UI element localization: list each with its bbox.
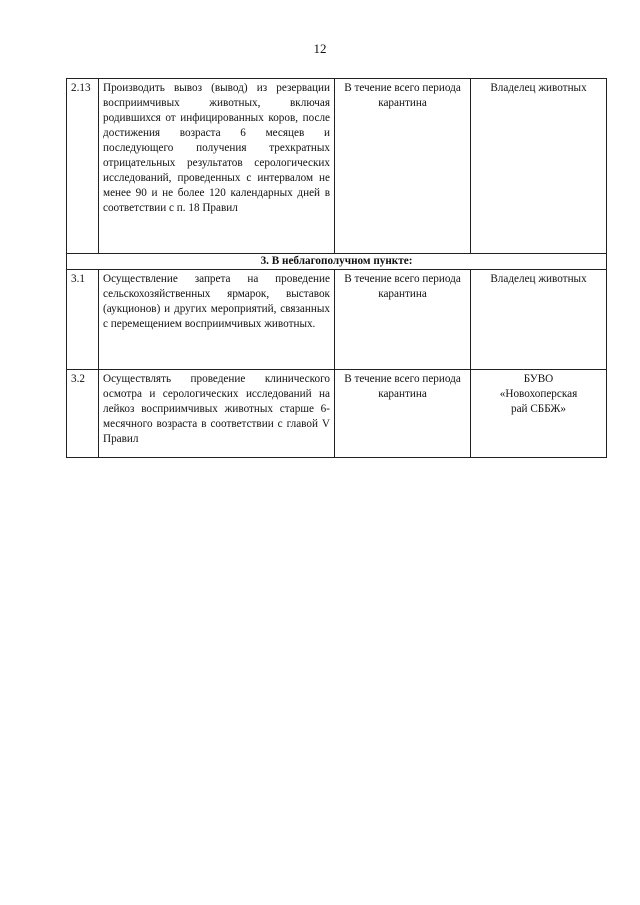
measures-table <box>66 78 607 458</box>
responsible-text: Владелец животных <box>471 79 607 254</box>
table-row <box>67 370 607 458</box>
term-text: В течение всего периода карантина <box>335 79 471 254</box>
section-heading: 3. В неблагополучном пункте: <box>67 254 607 270</box>
term-text: В течение всего периода карантина <box>335 270 471 370</box>
action-text: Производить вывоз (вывод) из резервации восприимчивых животных, включая родившихся от инфицированных коров, после достижения возраста 6 месяцев и последующего получения трехкратных отрицательных результатов серологических исследований, проведенных с интервалом не менее 90 и не более 120 календарных дней в соответствии с п. 18 Правил <box>99 79 335 254</box>
responsible-text <box>471 370 607 458</box>
item-number: 3.2 <box>67 370 99 458</box>
action-text: Осуществлять проведение клинического осмотра и серологических исследований на лейкоз восприимчивых животных старше 6-месячного возраста в соответствии с главой V Правил <box>99 370 335 458</box>
section-heading-row <box>67 254 607 270</box>
responsible-line: рай СББЖ» <box>511 403 566 415</box>
table-row <box>67 79 607 254</box>
item-number: 3.1 <box>67 270 99 370</box>
item-number: 2.13 <box>67 79 99 254</box>
responsible-line: «Новохоперская <box>499 388 578 400</box>
responsible-text: Владелец животных <box>471 270 607 370</box>
responsible-line: БУВО <box>523 373 554 385</box>
table-row <box>67 270 607 370</box>
page-number: 12 <box>313 41 327 56</box>
term-text: В течение всего периода карантина <box>335 370 471 458</box>
action-text: Осуществление запрета на проведение сельскохозяйственных ярмарок, выставок (аукционов) и других мероприятий, связанных с перемещением восприимчивых животных. <box>99 270 335 370</box>
